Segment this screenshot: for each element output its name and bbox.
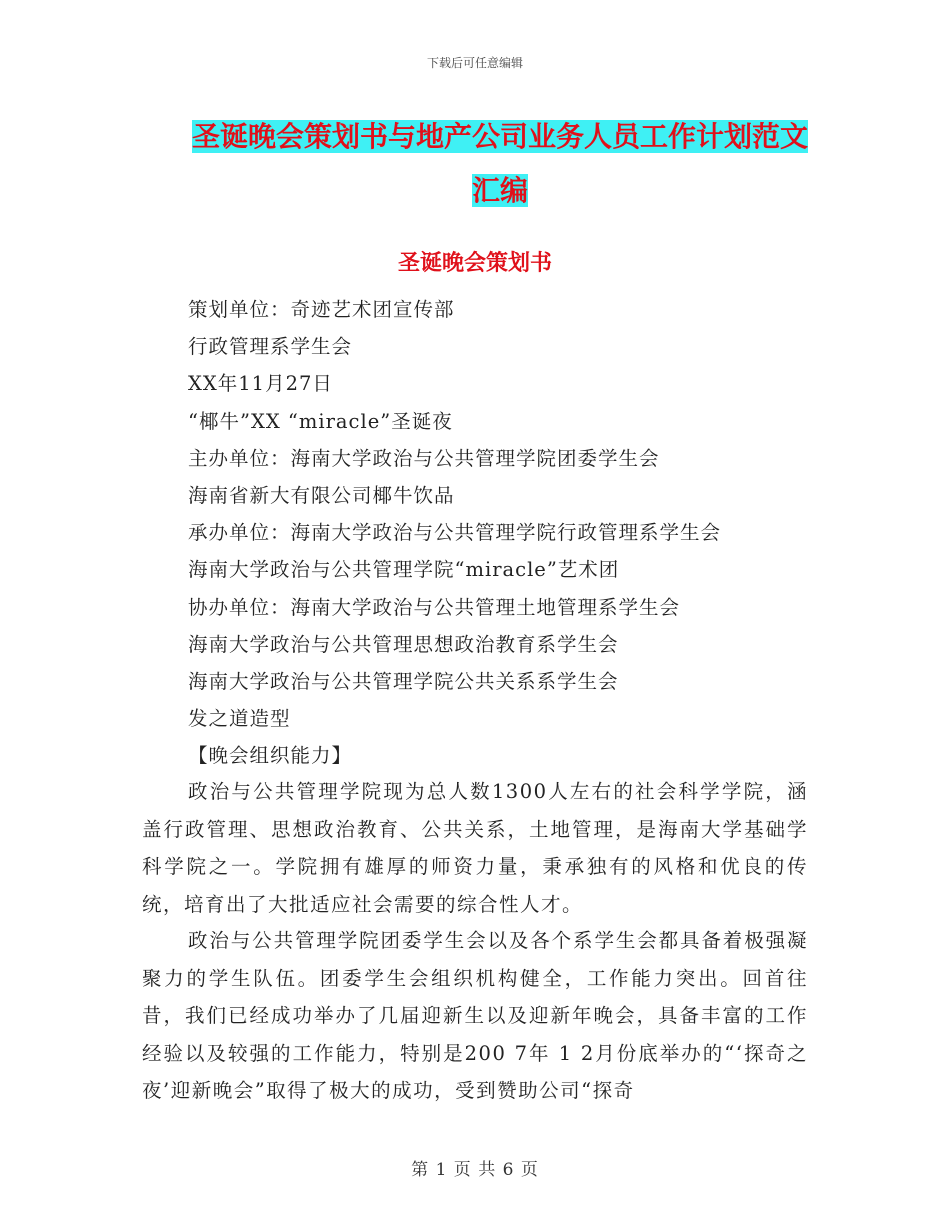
- event-name-line: “椰牛”XX “miracle”圣诞夜: [188, 409, 453, 433]
- body-paragraph-1: 政治与公共管理学院现为总人数1300人左右的社会科学学院，涵盖行政管理、思想政治教育、公共关系，土地管理，是海南大学基础学科学院之一。学院拥有雄厚的师资力量，秉承独有的风格和优良的传统，培育出了大批适应社会需要的综合性人才。: [142, 780, 808, 916]
- page-number-footer: 第 1 页 共 6 页: [411, 1160, 539, 1180]
- body-paragraph-2: 政治与公共管理学院团委学生会以及各个系学生会都具备着极强凝聚力的学生队伍。团委学生会组织机构健全，工作能力突出。回首往昔，我们已经成功举办了几届迎新生以及迎新年晚会，具备丰富的工作经验以及较强的工作能力，特别是200 7年 1 2月份底举办的“‘探奇之夜’迎新晚会”取得了极大的成功，受到赞助公司“探奇: [142, 929, 808, 1102]
- undertaker-line-2: 海南大学政治与公共管理学院“miracle”艺术团: [188, 558, 620, 582]
- co-organizer-line-2: 海南大学政治与公共管理思想政治教育系学生会: [188, 632, 619, 656]
- sponsor-line: 发之道造型: [188, 707, 291, 731]
- subsection-heading: 【晚会组织能力】: [188, 744, 353, 768]
- undertaker-line: 承办单位：海南大学政治与公共管理学院行政管理系学生会: [188, 521, 722, 545]
- organizer-line-2: 行政管理系学生会: [188, 335, 353, 359]
- host-line: 主办单位：海南大学政治与公共管理学院团委学生会: [188, 446, 660, 470]
- document-title: [190, 110, 810, 218]
- document-title-text: 圣诞晚会策划书与地产公司业务人员工作计划范文汇编: [191, 120, 808, 207]
- host-line-2: 海南省新大有限公司椰牛饮品: [188, 484, 455, 508]
- co-organizer-line-3: 海南大学政治与公共管理学院公共关系系学生会: [188, 670, 619, 694]
- organizer-line: 策划单位：奇迹艺术团宣传部: [188, 298, 455, 321]
- section-title: 圣诞晚会策划书: [397, 251, 552, 276]
- date-line: XX年11月27日: [188, 372, 333, 396]
- page-header: 下载后可任意编辑: [426, 56, 523, 70]
- info-lines: [188, 291, 808, 775]
- co-organizer-line: 协办单位：海南大学政治与公共管理土地管理系学生会: [188, 595, 681, 619]
